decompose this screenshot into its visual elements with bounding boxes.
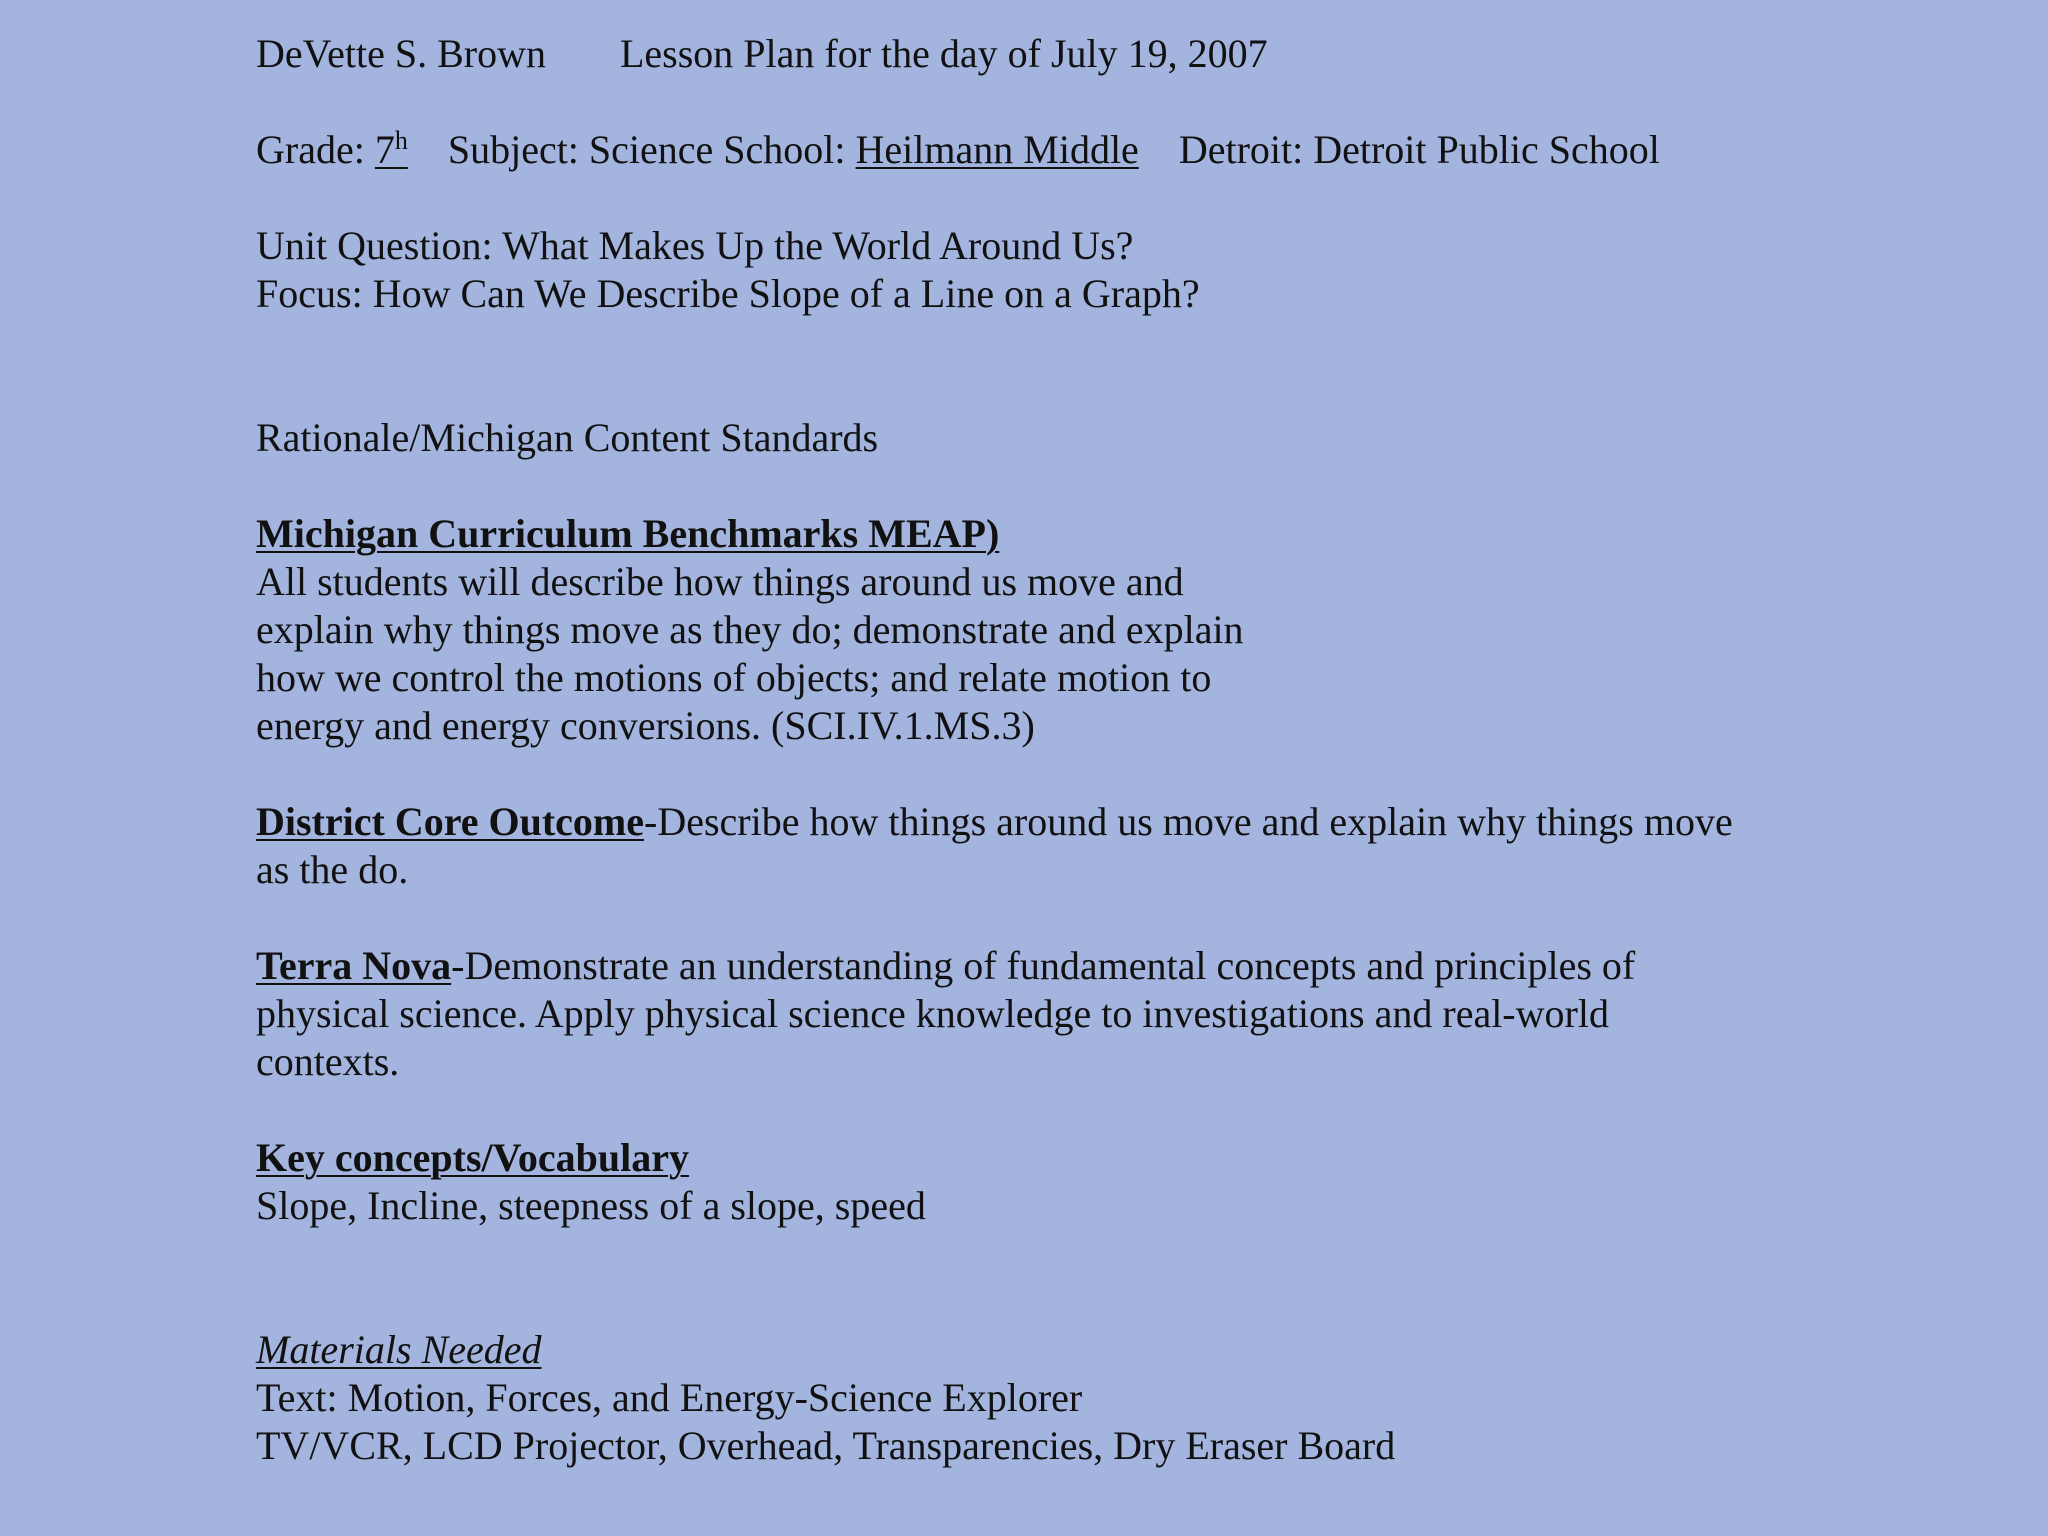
benchmarks-line: energy and energy conversions. (SCI.IV.1.MS.3) [256,703,1035,748]
materials-line: Text: Motion, Forces, and Energy-Science Explorer [256,1375,1083,1420]
focus-question: Focus: How Can We Describe Slope of a Line on a Graph? [256,271,1200,316]
grade-superscript: h [394,126,408,155]
terra-nova-heading: Terra Nova [256,943,452,988]
materials-line: TV/VCR, LCD Projector, Overhead, Transparencies, Dry Eraser Board [256,1423,1396,1468]
grade-label: Grade: [256,127,375,172]
materials-heading: Materials Needed [256,1327,542,1372]
benchmarks-heading: Michigan Curriculum Benchmarks MEAP) [256,511,1000,556]
info-line [256,126,1816,174]
benchmarks-line: explain why things move as they do; demonstrate and explain [256,607,1244,652]
author-name: DeVette S. Brown [256,31,546,76]
district-name: Detroit: Detroit Public School [1178,127,1660,172]
lesson-title: Lesson Plan for the day of July 19, 2007 [619,31,1268,76]
district-core-text: -Describe how things around us move and explain why things move as the do. [256,799,1733,892]
subject-school-label: Subject: Science School: [447,127,856,172]
vocabulary-heading: Key concepts/Vocabulary [256,1135,689,1180]
rationale-heading: Rationale/Michigan Content Standards [256,415,879,460]
benchmarks-line: All students will describe how things around us move and [256,559,1184,604]
district-core-outcome [256,798,1736,894]
header-line [256,30,1816,78]
benchmarks-line: how we control the motions of objects; and relate motion to [256,655,1212,700]
terra-nova-text: -Demonstrate an understanding of fundamental concepts and principles of physical science. Apply physical science knowledge to investigations and real-world contexts. [256,943,1636,1084]
unit-question: Unit Question: What Makes Up the World Around Us? [256,223,1134,268]
grade-value: 7$^h$ [374,126,408,172]
vocabulary-text: Slope, Incline, steepness of a slope, speed [256,1183,926,1228]
lesson-plan-document [256,30,1816,1470]
terra-nova [256,942,1736,1086]
school-name: Heilmann Middle [855,127,1139,172]
district-core-heading: District Core Outcome [256,799,645,844]
